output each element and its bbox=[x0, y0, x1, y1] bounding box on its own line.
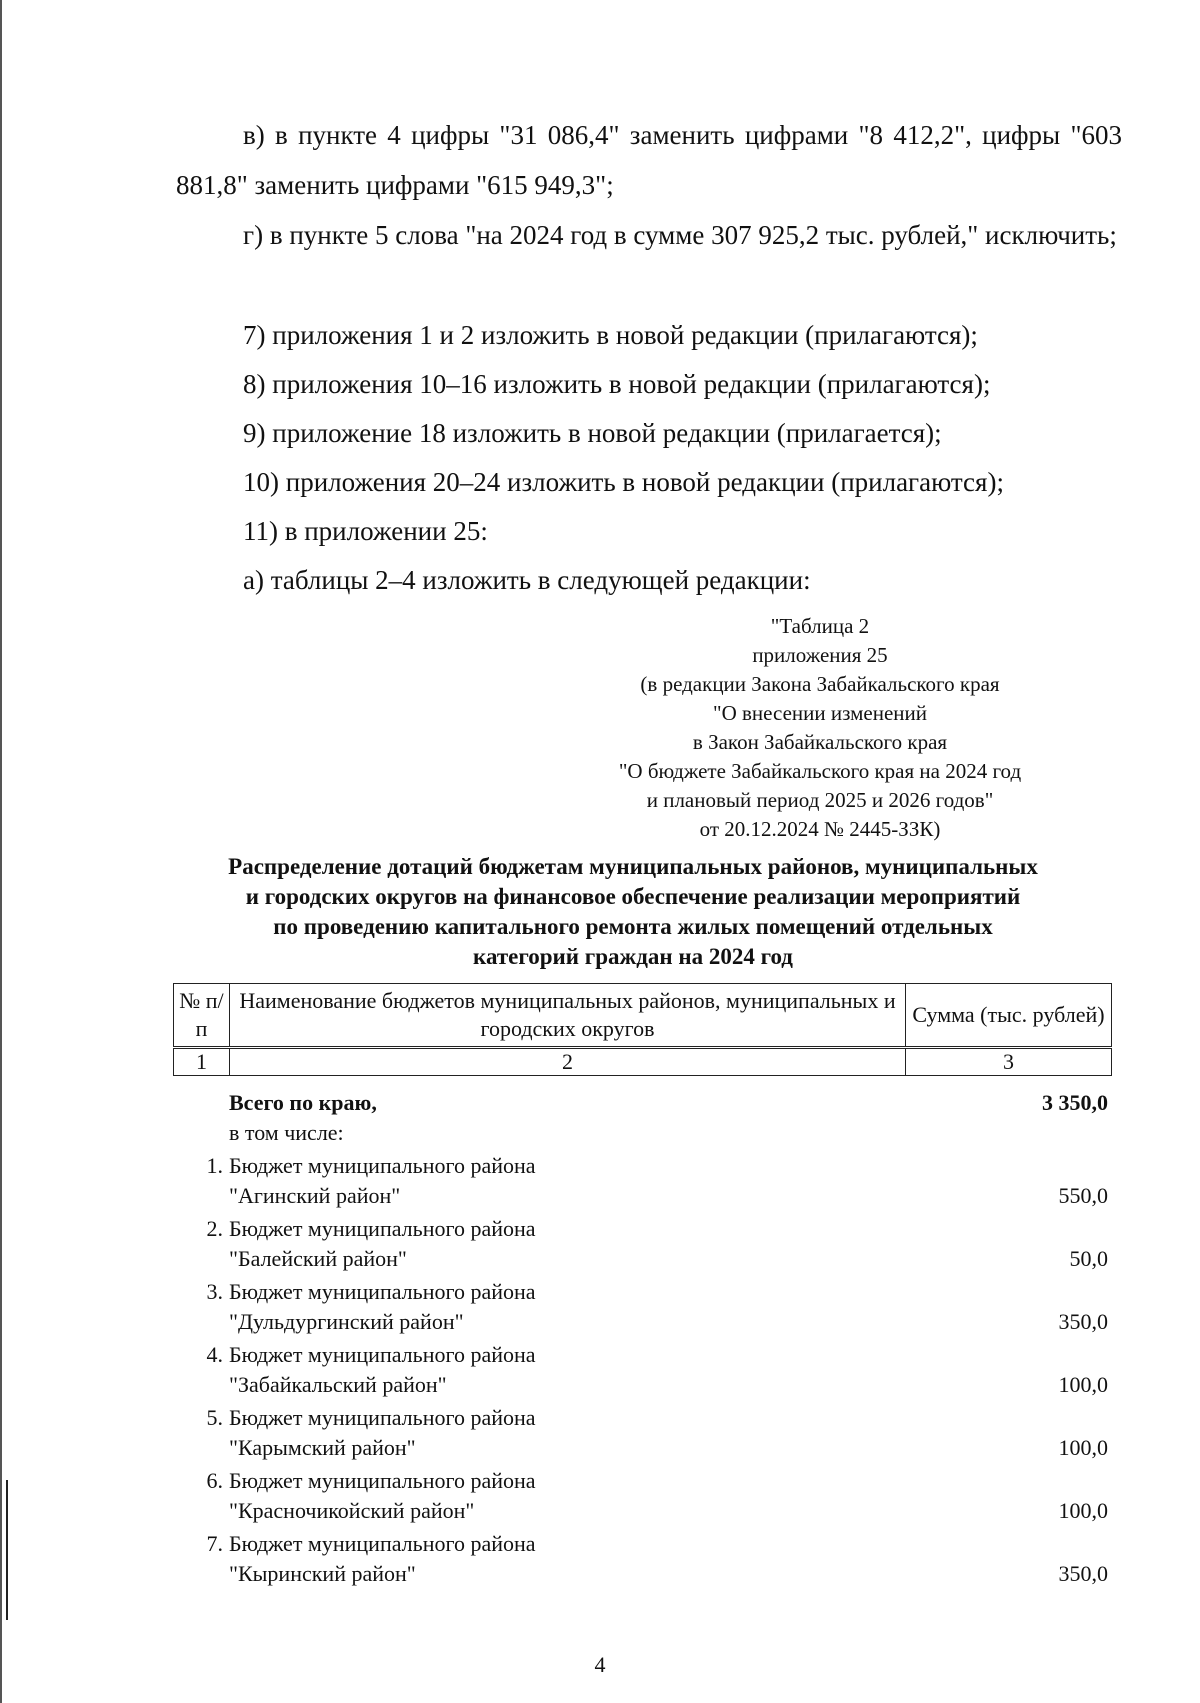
total-sum: 3 350,0 bbox=[1042, 1090, 1108, 1115]
row-name-line: Бюджет муниципального района bbox=[229, 1342, 536, 1367]
including-label: в том числе: bbox=[229, 1120, 344, 1145]
row-name bbox=[229, 1340, 909, 1400]
column-number: 1 bbox=[174, 1048, 230, 1076]
paragraph-8: 8) приложения 10–16 изложить в новой редакции (прилагаются); bbox=[243, 369, 991, 399]
subtotal-row bbox=[173, 1118, 1111, 1148]
paragraph-10: 10) приложения 20–24 изложить в новой редакции (прилагаются); bbox=[243, 467, 1004, 497]
row-name bbox=[229, 1403, 909, 1463]
paragraph-7: 7) приложения 1 и 2 изложить в новой редакции (прилагаются); bbox=[243, 320, 978, 350]
column-number: 2 bbox=[230, 1048, 906, 1076]
table-title-line: и городских округов на финансовое обеспечение реализации мероприятий bbox=[245, 884, 1021, 909]
row-name-line: Бюджет муниципального района bbox=[229, 1531, 536, 1556]
row-sum: 550,0 bbox=[1058, 1183, 1108, 1208]
table-row bbox=[173, 1277, 1111, 1337]
row-name bbox=[229, 1214, 909, 1274]
note-line: "О внесении изменений bbox=[713, 701, 927, 725]
total-label: Всего по краю, bbox=[229, 1090, 377, 1115]
header-sum: Сумма (тыс. рублей) bbox=[906, 984, 1112, 1048]
table-row bbox=[173, 1340, 1111, 1400]
paragraph-v: в) в пункте 4 цифры "31 086,4" заменить цифрами "8 412,2", цифры "603 881,8" заменить цифрами "615 949,3"; bbox=[176, 120, 1122, 200]
table-row bbox=[173, 1403, 1111, 1463]
table-body bbox=[173, 1088, 1111, 1589]
row-number: 5. bbox=[206, 1405, 223, 1430]
note-line: от 20.12.2024 № 2445-ЗЗК) bbox=[699, 817, 941, 841]
note-line: "О бюджете Забайкальского края на 2024 год bbox=[618, 759, 1022, 783]
row-name-line: Бюджет муниципального района bbox=[229, 1468, 536, 1493]
row-sum: 100,0 bbox=[1058, 1498, 1108, 1523]
paragraph-g: г) в пункте 5 слова "на 2024 год в сумме 307 925,2 тыс. рублей," исключить; bbox=[243, 220, 1117, 250]
row-name bbox=[229, 1151, 909, 1211]
note-line: и плановый период 2025 и 2026 годов" bbox=[646, 788, 994, 812]
table-row bbox=[173, 1529, 1111, 1589]
row-name-line: Бюджет муниципального района bbox=[229, 1216, 536, 1241]
table-title-line: по проведению капитального ремонта жилых помещений отдельных bbox=[273, 914, 993, 939]
table-row bbox=[173, 1214, 1111, 1274]
row-name-line: "Забайкальский район" bbox=[229, 1372, 447, 1397]
row-number: 2. bbox=[206, 1216, 223, 1241]
row-number bbox=[173, 1118, 229, 1148]
table-row bbox=[173, 1151, 1111, 1211]
paragraph-a: а) таблицы 2–4 изложить в следующей редакции: bbox=[243, 565, 811, 595]
row-number: 4. bbox=[206, 1342, 223, 1367]
column-number: 3 bbox=[906, 1048, 1112, 1076]
table-reference-note bbox=[560, 612, 1080, 844]
row-name bbox=[229, 1529, 909, 1589]
row-name-line: "Дульдургинский район" bbox=[229, 1309, 464, 1334]
row-name-line: "Агинский район" bbox=[229, 1183, 401, 1208]
row-name-line: "Красночикойский район" bbox=[229, 1498, 475, 1523]
paragraph-11: 11) в приложении 25: bbox=[243, 516, 488, 546]
table-header bbox=[173, 983, 1112, 1076]
row-sum: 350,0 bbox=[1058, 1561, 1108, 1586]
row-sum: 350,0 bbox=[1058, 1309, 1108, 1334]
row-number: 1. bbox=[206, 1153, 223, 1178]
row-name bbox=[229, 1277, 909, 1337]
row-name-line: "Кыринский район" bbox=[229, 1561, 416, 1586]
row-name-line: "Балейский район" bbox=[229, 1246, 407, 1271]
header-number: № п/п bbox=[174, 984, 230, 1048]
table-row bbox=[173, 1466, 1111, 1526]
header-name: Наименование бюджетов муниципальных районов, муниципальных и городских округов bbox=[230, 984, 906, 1048]
row-name bbox=[229, 1466, 909, 1526]
paragraph-9: 9) приложение 18 изложить в новой редакции (прилагается); bbox=[243, 418, 942, 448]
table-title-line: Распределение дотаций бюджетам муниципальных районов, муниципальных bbox=[228, 854, 1038, 879]
note-line: приложения 25 bbox=[752, 643, 888, 667]
total-row bbox=[173, 1088, 1111, 1118]
row-name-line: "Карымский район" bbox=[229, 1435, 416, 1460]
table-title bbox=[140, 852, 1126, 972]
row-number: 3. bbox=[206, 1279, 223, 1304]
scan-edge-left bbox=[0, 0, 2, 1703]
row-name-line: Бюджет муниципального района bbox=[229, 1153, 536, 1178]
row-name-line: Бюджет муниципального района bbox=[229, 1279, 536, 1304]
row-number: 6. bbox=[206, 1468, 223, 1493]
row-number bbox=[173, 1088, 229, 1118]
note-line: "Таблица 2 bbox=[770, 614, 870, 638]
row-sum: 100,0 bbox=[1058, 1372, 1108, 1397]
row-sum: 100,0 bbox=[1058, 1435, 1108, 1460]
page-number: 4 bbox=[594, 1652, 606, 1677]
row-number: 7. bbox=[206, 1531, 223, 1556]
row-name-line: Бюджет муниципального района bbox=[229, 1405, 536, 1430]
note-line: (в редакции Закона Забайкальского края bbox=[640, 672, 1000, 696]
note-line: в Закон Забайкальского края bbox=[692, 730, 948, 754]
row-sum: 50,0 bbox=[1069, 1246, 1108, 1271]
table-title-line: категорий граждан на 2024 год bbox=[473, 944, 793, 969]
scan-artifact-line bbox=[6, 1480, 8, 1620]
